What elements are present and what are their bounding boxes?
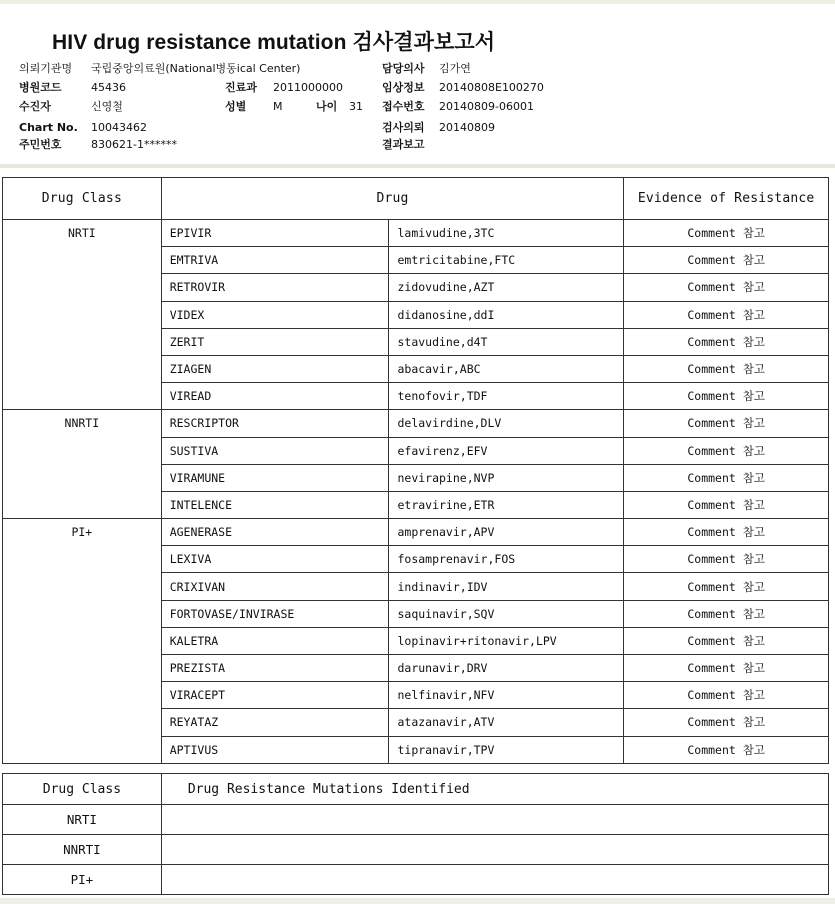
sex-label: 성별 [225, 100, 247, 113]
drug-generic-cell: lamivudine,3TC [389, 220, 624, 247]
clinical-label: 임상정보 [382, 81, 425, 94]
drug-brand-cell: RETROVIR [161, 274, 389, 301]
evidence-header: Evidence of Resistance [624, 178, 829, 220]
drug-evidence-cell: Comment 참고 [624, 736, 829, 763]
mutation-row [3, 865, 829, 895]
drug-table-header-row [3, 178, 829, 220]
mutation-list-cell [161, 835, 828, 865]
drug-generic-cell: darunavir,DRV [389, 655, 624, 682]
drug-generic-cell: abacavir,ABC [389, 355, 624, 382]
mutations-table [2, 773, 829, 895]
drug-class-header: Drug Class [3, 178, 162, 220]
mutation-row [3, 805, 829, 835]
mutations-header-row [3, 774, 829, 805]
drug-brand-cell: REYATAZ [161, 709, 389, 736]
drug-brand-cell: EPIVIR [161, 220, 389, 247]
drug-evidence-cell: Comment 참고 [624, 437, 829, 464]
drug-generic-cell: atazanavir,ATV [389, 709, 624, 736]
rrn-value: 830621-1****** [91, 138, 177, 151]
mutations-table-body [3, 805, 829, 895]
drug-evidence-cell: Comment 참고 [624, 709, 829, 736]
drug-evidence-cell: Comment 참고 [624, 383, 829, 410]
rrn-label: 주민번호 [19, 138, 62, 151]
drug-generic-cell: delavirdine,DLV [389, 410, 624, 437]
drug-brand-cell: ZIAGEN [161, 355, 389, 382]
drug-brand-cell: FORTOVASE/INVIRASE [161, 600, 389, 627]
report-title: HIV drug resistance mutation 검사결과보고서 [52, 31, 496, 54]
receipt-label: 접수번호 [382, 100, 425, 113]
drug-generic-cell: emtricitabine,FTC [389, 247, 624, 274]
request-value: 20140809 [439, 121, 495, 134]
drug-row [3, 410, 829, 437]
chart-value: 10043462 [91, 121, 147, 134]
drug-evidence-cell: Comment 참고 [624, 573, 829, 600]
patient-label: 수진자 [19, 100, 51, 113]
drug-brand-cell: VIRACEPT [161, 682, 389, 709]
age-value: 31 [349, 100, 363, 113]
drug-brand-cell: AGENERASE [161, 519, 389, 546]
drug-brand-cell: RESCRIPTOR [161, 410, 389, 437]
drug-generic-cell: efavirenz,EFV [389, 437, 624, 464]
drug-class-cell: NRTI [3, 220, 162, 410]
sex-value: M [273, 100, 283, 113]
drug-class-cell: NNRTI [3, 410, 162, 519]
ward-label: 병원코드 [19, 81, 62, 94]
drug-generic-cell: saquinavir,SQV [389, 600, 624, 627]
mutations-identified-header: Drug Resistance Mutations Identified [161, 774, 828, 805]
drug-generic-cell: indinavir,IDV [389, 573, 624, 600]
drug-generic-cell: tenofovir,TDF [389, 383, 624, 410]
drug-class-cell: PI+ [3, 519, 162, 764]
drug-brand-cell: APTIVUS [161, 736, 389, 763]
drug-evidence-cell: Comment 참고 [624, 682, 829, 709]
mutation-class-cell: PI+ [3, 865, 162, 895]
receipt-value: 20140809-06001 [439, 100, 534, 113]
report-sheet [0, 4, 835, 898]
mutation-class-cell: NNRTI [3, 835, 162, 865]
drug-evidence-cell: Comment 참고 [624, 355, 829, 382]
drug-generic-cell: stavudine,d4T [389, 328, 624, 355]
patient-value: 신영철 [91, 100, 123, 113]
drug-evidence-cell: Comment 참고 [624, 627, 829, 654]
mutation-list-cell [161, 805, 828, 835]
drug-generic-cell: lopinavir+ritonavir,LPV [389, 627, 624, 654]
doctor-value: 김가연 [439, 62, 471, 75]
age-label: 나이 [316, 100, 338, 113]
drug-evidence-cell: Comment 참고 [624, 274, 829, 301]
institution-value: 국립중앙의료원(National병동ical Center) [91, 62, 301, 75]
drug-evidence-cell: Comment 참고 [624, 519, 829, 546]
drug-evidence-cell: Comment 참고 [624, 546, 829, 573]
header-divider [0, 164, 835, 168]
drug-evidence-cell: Comment 참고 [624, 491, 829, 518]
drug-generic-cell: etravirine,ETR [389, 491, 624, 518]
result-label: 결과보고 [382, 138, 425, 151]
drug-resistance-table [2, 177, 829, 764]
drug-generic-cell: didanosine,ddI [389, 301, 624, 328]
dept-label: 진료과 [225, 81, 257, 94]
mutation-class-cell: NRTI [3, 805, 162, 835]
drug-evidence-cell: Comment 참고 [624, 655, 829, 682]
chart-label: Chart No. [19, 121, 78, 134]
mutation-row [3, 835, 829, 865]
drug-generic-cell: zidovudine,AZT [389, 274, 624, 301]
drug-brand-cell: EMTRIVA [161, 247, 389, 274]
dept-value: 2011000000 [273, 81, 343, 94]
drug-brand-cell: VIREAD [161, 383, 389, 410]
drug-brand-cell: KALETRA [161, 627, 389, 654]
mutation-list-cell [161, 865, 828, 895]
drug-brand-cell: SUSTIVA [161, 437, 389, 464]
drug-generic-cell: tipranavir,TPV [389, 736, 624, 763]
drug-generic-cell: fosamprenavir,FOS [389, 546, 624, 573]
drug-evidence-cell: Comment 참고 [624, 301, 829, 328]
mutation-class-header: Drug Class [3, 774, 162, 805]
clinical-value: 20140808E100270 [439, 81, 544, 94]
drug-evidence-cell: Comment 참고 [624, 600, 829, 627]
drug-evidence-cell: Comment 참고 [624, 247, 829, 274]
drug-brand-cell: INTELENCE [161, 491, 389, 518]
drug-brand-cell: CRIXIVAN [161, 573, 389, 600]
drug-evidence-cell: Comment 참고 [624, 328, 829, 355]
drug-evidence-cell: Comment 참고 [624, 464, 829, 491]
drug-row [3, 220, 829, 247]
drug-evidence-cell: Comment 참고 [624, 220, 829, 247]
drug-row [3, 519, 829, 546]
drug-brand-cell: VIDEX [161, 301, 389, 328]
ward-value: 45436 [91, 81, 126, 94]
drug-brand-cell: PREZISTA [161, 655, 389, 682]
drug-header: Drug [161, 178, 624, 220]
request-label: 검사의뢰 [382, 121, 425, 134]
doctor-label: 담당의사 [382, 62, 425, 75]
drug-evidence-cell: Comment 참고 [624, 410, 829, 437]
drug-generic-cell: nevirapine,NVP [389, 464, 624, 491]
institution-label: 의뢰기관명 [19, 62, 73, 75]
drug-brand-cell: ZERIT [161, 328, 389, 355]
drug-brand-cell: VIRAMUNE [161, 464, 389, 491]
drug-generic-cell: nelfinavir,NFV [389, 682, 624, 709]
drug-brand-cell: LEXIVA [161, 546, 389, 573]
drug-generic-cell: amprenavir,APV [389, 519, 624, 546]
drug-table-body [3, 220, 829, 764]
